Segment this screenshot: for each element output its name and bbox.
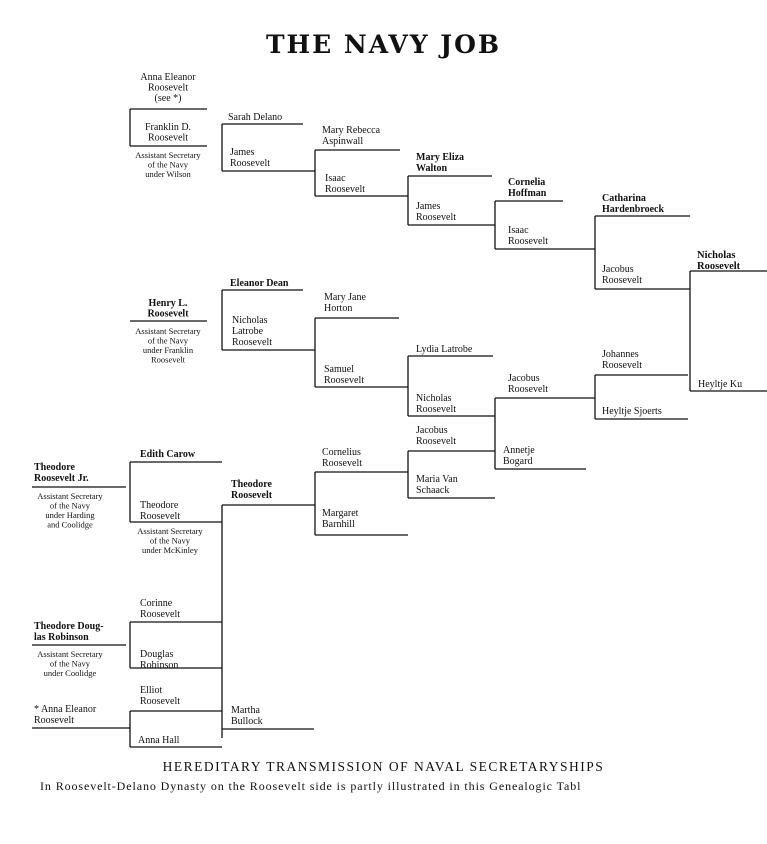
label-line: Roosevelt — [697, 261, 741, 272]
label-line: Barnhill — [322, 519, 355, 530]
person-heyltje-kunst — [698, 379, 742, 390]
label-line: Johannes — [602, 349, 639, 360]
person-samuel — [324, 364, 364, 386]
label-line: Assistant Secretary — [135, 150, 201, 160]
label-line: Roosevelt — [416, 404, 456, 415]
label-line: James — [230, 147, 255, 158]
person-henry-role — [135, 326, 201, 365]
label-line: of the Navy — [147, 335, 189, 346]
label-line: Theodore — [34, 462, 75, 473]
label-line: Theodore — [140, 500, 179, 511]
person-theodore-jr-role — [37, 491, 103, 530]
label-line: Bullock — [231, 716, 263, 727]
person-anna-hall — [138, 735, 180, 746]
label-line: Aspinwall — [322, 136, 364, 147]
label-line: Roosevelt — [416, 436, 456, 447]
person-annetje — [503, 445, 535, 467]
label-line: Roosevelt — [140, 511, 180, 522]
label-line: Walton — [416, 163, 448, 174]
label-line: Lydia Latrobe — [416, 344, 473, 355]
label-line: Roosevelt — [602, 360, 642, 371]
person-franklin — [145, 122, 191, 144]
label-line: Elliot — [140, 685, 163, 696]
label-line: Isaac — [325, 173, 346, 184]
label-line: Sarah Delano — [228, 112, 283, 123]
label-line: of the Navy — [49, 658, 91, 669]
person-theodore — [140, 500, 180, 522]
label-line: Heyltje Sjoerts — [602, 406, 662, 417]
label-line: Roosevelt — [147, 308, 189, 320]
label-line: Edith Carow — [140, 449, 196, 460]
label-line: Assistant Secretary — [135, 326, 201, 336]
person-franklin-role — [135, 150, 201, 179]
label-line: Jacobus — [416, 425, 448, 436]
label-line: Annetje — [503, 445, 535, 456]
person-theodore-jr — [34, 462, 89, 484]
label-line: Margaret — [322, 508, 359, 519]
label-line: Schaack — [416, 485, 450, 496]
label-line: Franklin D. — [144, 122, 192, 133]
label-line: Roosevelt — [325, 184, 365, 195]
label-line: Horton — [324, 303, 353, 314]
label-line: Heyltje Ku — [698, 379, 743, 390]
person-margaret — [322, 508, 359, 530]
caption-heading: HEREDITARY TRANSMISSION OF NAVAL SECRETARYSHIPS — [162, 759, 605, 774]
label-line: Martha — [231, 705, 260, 716]
person-henry — [147, 298, 189, 320]
label-line: Mary Jane — [324, 292, 366, 303]
label-line: * Anna Eleanor — [34, 704, 97, 715]
label-line: Nicholas — [416, 393, 452, 404]
person-edith — [140, 449, 196, 460]
label-line: Theodore — [231, 479, 272, 490]
label-line: Cornelius — [322, 447, 361, 458]
label-line: Mary Rebecca — [322, 125, 381, 136]
person-elliot — [140, 685, 180, 707]
label-line: under Harding — [45, 510, 95, 520]
label-line: James — [416, 201, 441, 212]
label-line: Roosevelt — [416, 212, 456, 223]
label-line: Catharina — [602, 193, 646, 204]
person-mary-jane — [324, 292, 366, 314]
page-title: THE NAVY JOB — [265, 30, 502, 59]
label-line: Assistant Secretary — [37, 491, 103, 501]
label-line: Eleanor Dean — [230, 278, 289, 289]
person-sarah-delano — [228, 112, 282, 123]
label-line: under Franklin — [142, 345, 194, 355]
label-line: Mary Eliza — [416, 152, 465, 163]
label-line: Roosevelt — [34, 715, 74, 726]
label-line: of the Navy — [49, 500, 91, 511]
label-line: Latrobe — [232, 326, 264, 337]
label-line: Robinson — [140, 660, 179, 671]
person-mary-rebecca — [322, 125, 381, 147]
label-line: of the Navy — [147, 159, 189, 170]
label-line: Assistant Secretary — [37, 649, 103, 659]
person-heyltje-sjoerts — [602, 406, 662, 417]
person-td-robinson-role — [37, 649, 103, 678]
person-td-robinson — [34, 621, 104, 643]
person-cornelia — [508, 177, 547, 199]
label-line: Hardenbroeck — [602, 204, 665, 215]
label-line: Roosevelt — [508, 384, 548, 395]
label-line: under Wilson — [145, 169, 191, 179]
person-anna-eleanor-2 — [34, 704, 97, 726]
label-line: and Coolidge — [47, 519, 93, 530]
label-line: Roosevelt — [140, 696, 180, 707]
person-james-1 — [230, 147, 270, 169]
label-line: Roosevelt — [324, 375, 364, 386]
person-lydia — [416, 344, 473, 355]
label-line: Jacobus — [508, 373, 540, 384]
person-nicholas-latrobe — [232, 315, 272, 348]
person-nicholas-top — [697, 250, 741, 272]
label-line: Roosevelt — [231, 490, 273, 501]
label-line: Roosevelt — [508, 236, 548, 247]
label-line: Corinne — [140, 598, 173, 609]
label-line: Cornelia — [508, 177, 546, 188]
label-line: Anna Hall — [138, 735, 180, 746]
label-line: Nicholas — [697, 250, 736, 261]
person-maria — [416, 474, 458, 496]
person-anna-eleanor-1 — [140, 72, 196, 104]
label-line: under Coolidge — [43, 668, 97, 678]
person-jacobus-1 — [602, 264, 642, 286]
label-line: Hoffman — [508, 188, 547, 199]
person-johannes — [602, 349, 642, 371]
label-line: Roosevelt — [140, 609, 180, 620]
person-theodore-sr — [231, 479, 273, 501]
label-line: Roosevelt — [322, 458, 362, 469]
person-james-2 — [416, 201, 456, 223]
label-line: Roosevelt — [230, 158, 270, 169]
person-isaac-1 — [325, 173, 365, 195]
label-line: Roosevelt — [148, 132, 188, 144]
label-line: Isaac — [508, 225, 529, 236]
label-line: Roosevelt — [151, 354, 185, 365]
label-line: Roosevelt Jr. — [34, 473, 89, 484]
person-mary-eliza — [416, 152, 464, 174]
label-line: Henry L. — [148, 298, 188, 309]
label-line: (see *) — [154, 93, 182, 104]
label-line: Douglas — [140, 649, 174, 660]
person-eleanor-dean — [230, 278, 289, 289]
person-theodore-role — [137, 526, 203, 555]
person-jacobus-3 — [416, 425, 456, 447]
label-line: Maria Van — [416, 474, 458, 485]
label-line: Samuel — [324, 364, 354, 375]
person-nicholas-2 — [416, 393, 456, 415]
label-line: las Robinson — [34, 632, 89, 643]
label-line: under McKinley — [142, 545, 198, 555]
caption-text: In Roosevelt-Delano Dynasty on the Roosevelt side is partly illustrated in this Genealogic Tabl — [40, 779, 582, 793]
label-line: Roosevelt — [232, 337, 272, 348]
person-cornelius — [322, 447, 362, 469]
person-catharina — [602, 193, 664, 215]
person-corinne — [140, 598, 180, 620]
label-line: of the Navy — [149, 535, 191, 546]
person-isaac-2 — [508, 225, 548, 247]
person-martha — [231, 705, 263, 727]
person-jacobus-2 — [508, 373, 548, 395]
label-line: Jacobus — [602, 264, 634, 275]
label-line: Roosevelt — [602, 275, 642, 286]
label-line: Nicholas — [232, 315, 268, 326]
label-line: Assistant Secretary — [137, 526, 203, 536]
label-line: Roosevelt — [148, 82, 188, 94]
label-line: Anna Eleanor — [140, 72, 196, 83]
label-line: Bogard — [503, 456, 533, 467]
label-line: Theodore Doug- — [34, 621, 104, 632]
